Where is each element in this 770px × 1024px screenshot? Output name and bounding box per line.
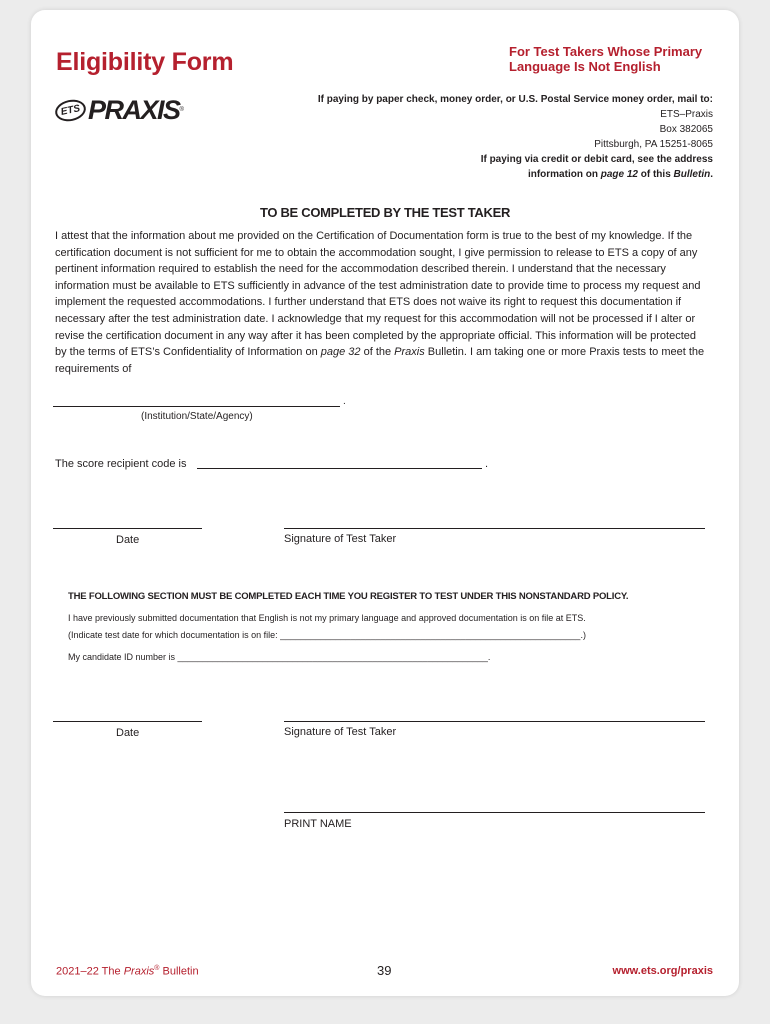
institution-label: (Institution/State/Agency) [141,411,253,422]
date-label-2: Date [116,727,140,739]
date-field-2[interactable] [53,721,202,722]
signature-field-1[interactable] [284,528,705,529]
signature-field-2[interactable] [284,721,705,722]
form-page [31,10,739,996]
mailing-line-5: If paying via credit or debit card, see the address [480,154,713,165]
score-recipient-label: The score recipient code is [55,458,187,470]
mailing-line-2: ETS–Praxis [660,109,713,120]
institution-field[interactable] [53,406,340,407]
mailing-line-6: information on page 12 of this Bulletin. [527,169,713,180]
footer-url-link[interactable]: www.ets.org/praxis [612,965,713,977]
mailing-line-1: If paying by paper check, money order, or U.S. Postal Service money order, mail to: [317,94,713,105]
score-recipient-period: . [485,458,489,470]
attestation-paragraph: I attest that the information about me provided on the Certification of Documentation form is true to the best of my knowledge. If the certification document is not sufficient for me to obtain the accommodation sought, I give permission to release to ETS a copy of any pertinent information required to establish the need for the accommodation described therein. I understand that the necessary information must be available to ETS sufficiently in advance of the test administration date to provide time to process my request and implement the requested accommodations. I further understand that ETS does not waive its right to request this documentation if necessary after the test administration date. I acknowledge that my request for this accommodation will not be processed if I alter or revise the certification document in any way after it has been completed by the appropriate official. This information will be protected by the terms of ETS’s Confidentiality of Information on page 32 of the Praxis Bulletin. I am taking one or more Praxis tests to meet the requirements of [55,230,705,375]
section-title-test-taker: TO BE COMPLETED BY THE TEST TAKER [259,205,511,220]
subtitle-line-1: For Test Takers Whose Primary [509,44,703,59]
signature-label-1: Signature of Test Taker [284,533,397,545]
ets-praxis-logo: ETS PRAXIS ® [55,92,184,128]
page-number: 39 [377,963,392,978]
subtitle-line-2: Language Is Not English [509,59,661,74]
signature-label-2: Signature of Test Taker [284,726,397,738]
ets-logo-icon: ETS [53,97,88,124]
print-name-label: PRINT NAME [284,818,352,830]
mailing-instructions [213,92,713,182]
praxis-wordmark: PRAXIS [88,95,180,125]
mailing-line-4: Pittsburgh, PA 15251-8065 [594,139,713,150]
form-title: Eligibility Form [56,48,234,76]
date-field-1[interactable] [53,528,202,529]
documentation-date-field[interactable]: (Indicate test date for which documentation is on file: ____________________________________________________________.) [68,630,586,640]
candidate-id-field[interactable]: My candidate ID number is ______________________________________________________________. [68,652,491,662]
date-label-1: Date [116,534,140,546]
form-subtitle [509,44,702,74]
footer-bulletin-title: 2021–22 The Praxis® Bulletin [56,965,199,978]
mailing-line-3: Box 382065 [659,124,713,135]
print-name-field[interactable] [284,812,705,813]
score-recipient-field[interactable] [197,468,482,469]
documentation-statement: I have previously submitted documentation that English is not my primary language and approved documentation is on file at ETS. [68,613,586,623]
section-title-nonstandard-policy: THE FOLLOWING SECTION MUST BE COMPLETED EACH TIME YOU REGISTER TO TEST UNDER THIS NONSTANDARD POLICY. [68,591,629,602]
institution-period: . [343,396,346,407]
